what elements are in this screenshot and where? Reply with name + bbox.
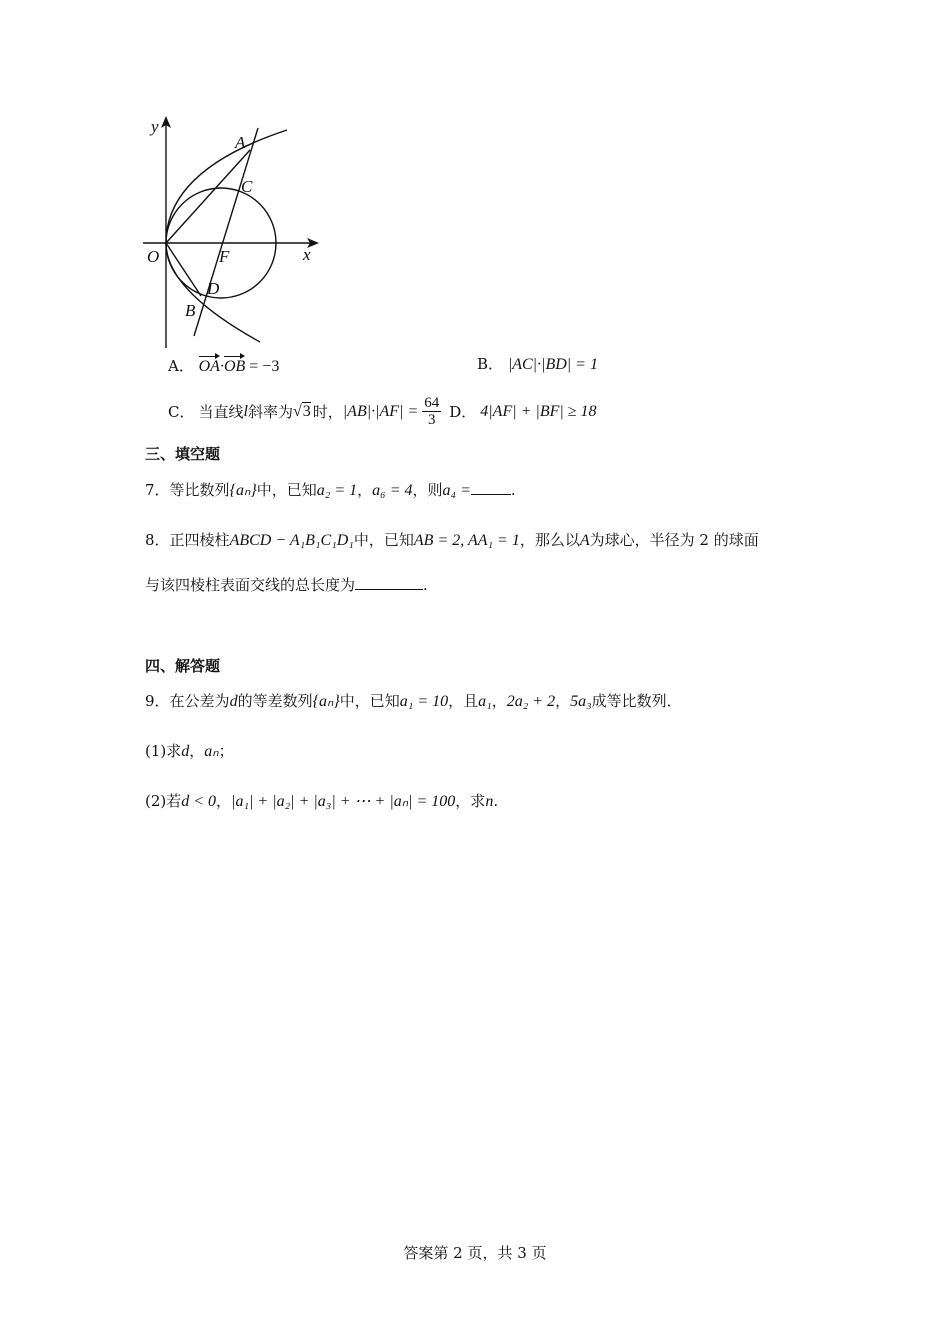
option-a (168, 356, 279, 377)
q9-d: d (229, 693, 238, 710)
q8-text-3: ，那么以 (519, 531, 580, 549)
option-c-line: l (243, 402, 248, 420)
option-b (477, 354, 598, 375)
q9-sep-1: ， (491, 692, 507, 710)
q9-p2-label: (2)若 (145, 792, 182, 810)
q7-seq: {aₙ} (229, 482, 257, 499)
label-x: x (303, 245, 311, 264)
q7-text-1: 等比数列 (169, 481, 230, 499)
q9-cond: a₁ = 10 (399, 693, 449, 710)
option-d-label: D． (449, 402, 477, 421)
q7-sep-1: ， (357, 481, 373, 499)
q8-point: A (579, 532, 590, 549)
q9-text-2: 的等差数列 (237, 692, 313, 710)
q8-answer-blank[interactable] (355, 575, 423, 590)
q9-t3: 5a₃ (570, 693, 592, 710)
q8-cond: AB = 2, AA₁ = 1 (413, 532, 520, 549)
option-c-label: C． (168, 402, 195, 421)
option-c-text-3: 时， (312, 402, 343, 421)
q8-end: . (423, 576, 428, 594)
q7-target: a₄ = (442, 482, 471, 499)
q9-p2-sep: ， (216, 792, 232, 810)
line-l (194, 128, 258, 336)
option-c-sqrt: 3 (302, 402, 311, 420)
label-f: F (219, 247, 230, 266)
q9-text-1: 在公差为 (169, 692, 230, 710)
q7-cond-1: a₂ = 1 (316, 482, 358, 499)
q9-t2: 2a₂ + 2 (506, 693, 556, 710)
q9-text-5: 成等比数列． (591, 692, 682, 710)
q9-num: 9． (145, 692, 170, 710)
label-a: A (235, 133, 246, 152)
question-8-line-2 (145, 575, 428, 595)
option-c-fraction (422, 395, 441, 428)
section-3-title: 三、填空题 (145, 445, 221, 463)
q7-text-2: 中，已知 (256, 481, 317, 499)
q9-p2-expr: |a₁| + |a₂| + |a₃| + ⋯ + |aₙ| = 100 (231, 793, 456, 810)
option-a-rhs: = −3 (249, 358, 280, 375)
option-c-text-2: 斜率为 (247, 402, 293, 421)
q8-prism: ABCD − A₁B₁C₁D₁ (229, 532, 354, 549)
option-d-expr: 4|AF| + |BF| ≥ 18 (480, 402, 597, 420)
q8-line-2-text: 与该四棱柱表面交线的总长度为 (145, 576, 356, 594)
q8-num: 8． (145, 531, 170, 549)
option-b-expr: |AC|·|BD| = 1 (507, 356, 598, 373)
q7-num: 7． (145, 481, 170, 499)
label-b: B (185, 301, 196, 320)
label-o: O (147, 247, 160, 266)
option-a-expr: OA·OB (198, 358, 246, 375)
section-4-title: 四、解答题 (145, 657, 221, 675)
q8-text-4: 为球心，半径为 2 的球面 (589, 531, 759, 549)
option-b-label: B． (477, 355, 504, 373)
question-9 (145, 691, 682, 712)
q9-t1: a₁ (478, 693, 492, 710)
q7-answer-blank[interactable] (471, 480, 511, 495)
q9-p2-cond: d < 0 (181, 793, 217, 810)
q9-p1-d: d (181, 743, 190, 760)
q8-text-1: 正四棱柱 (169, 531, 230, 549)
q9-p2-end: . (493, 792, 499, 810)
question-9-part-2 (145, 791, 498, 812)
q9-text-4: ，且 (448, 692, 479, 710)
parabola (166, 130, 287, 243)
option-c (168, 395, 597, 428)
segment-ob (166, 243, 201, 296)
q9-p1-a: aₙ (204, 743, 219, 760)
q9-p2-text: ，求 (455, 792, 486, 810)
q8-text-2: 中，已知 (353, 531, 414, 549)
option-c-den: 3 (428, 412, 436, 428)
option-a-label: A． (168, 357, 194, 375)
label-y: y (151, 117, 159, 136)
q7-cond-2: a₆ = 4 (372, 482, 413, 499)
q9-sep-2: ， (555, 692, 571, 710)
q9-seq: {aₙ} (312, 693, 340, 710)
label-d: D (207, 279, 220, 298)
q7-end: . (510, 481, 516, 499)
q9-p2-n: n (485, 793, 494, 810)
q9-p1-label: (1)求 (145, 742, 182, 760)
question-9-part-1 (145, 741, 234, 762)
q9-p1-end: ； (218, 742, 234, 760)
option-c-num: 64 (424, 395, 440, 411)
q9-text-3: 中，已知 (339, 692, 400, 710)
label-c: C (241, 177, 253, 196)
question-7 (145, 480, 516, 501)
page-footer: 答案第 2 页，共 3 页 (403, 1244, 547, 1262)
sqrt-icon: √ (292, 402, 302, 420)
question-8-line-1 (145, 530, 759, 551)
option-c-expr: |AB|·|AF| = (342, 402, 419, 420)
option-c-text-1: 当直线 (198, 402, 244, 421)
q7-text-3: ，则 (412, 481, 443, 499)
q9-p1-sep: ， (189, 742, 205, 760)
geometry-figure (135, 110, 335, 350)
